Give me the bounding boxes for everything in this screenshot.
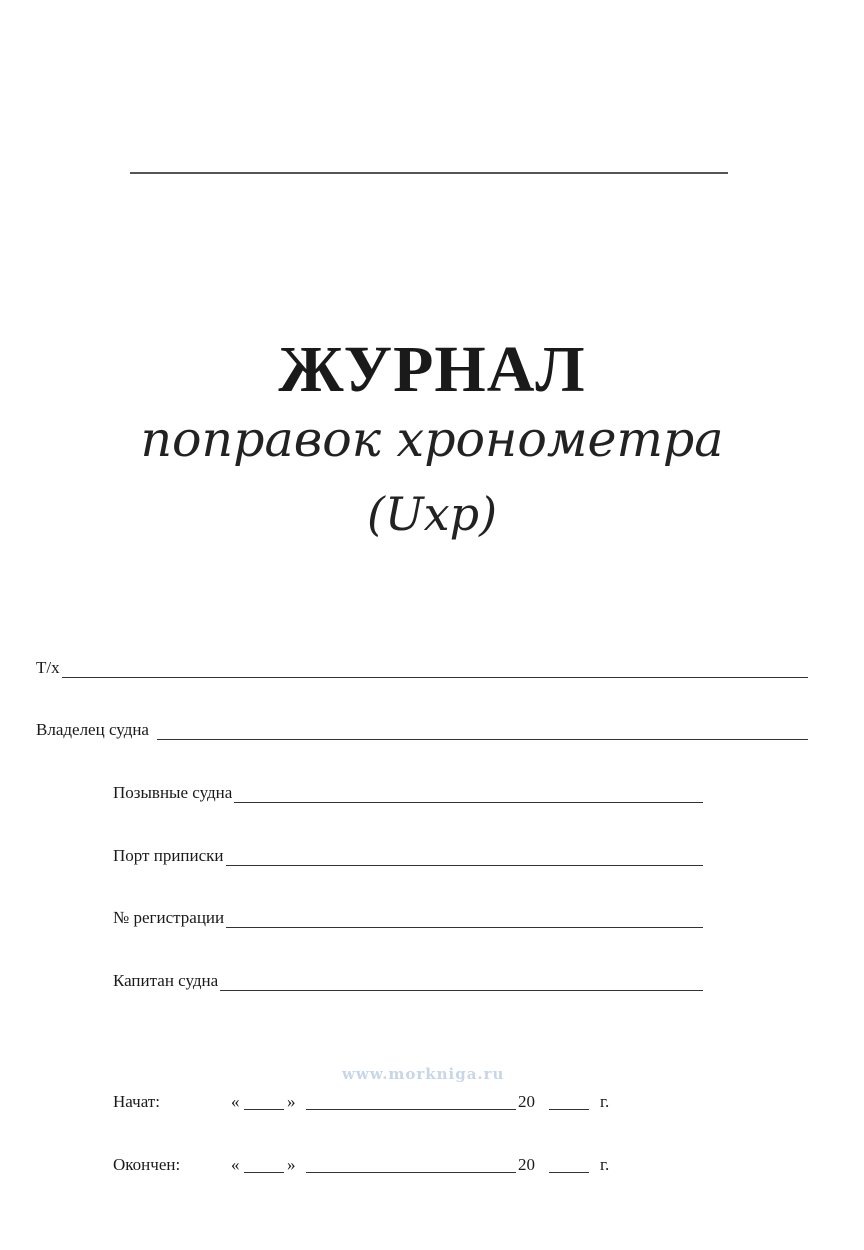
- call-sign-line[interactable]: [234, 786, 703, 803]
- started-day-line[interactable]: [244, 1109, 284, 1110]
- ended-close-quote: »: [287, 1155, 296, 1174]
- registration-field[interactable]: [113, 908, 703, 928]
- started-year-suffix: г.: [600, 1092, 610, 1111]
- top-rule: [130, 172, 728, 174]
- started-close-quote: »: [287, 1092, 296, 1111]
- started-year-line[interactable]: [549, 1109, 589, 1110]
- captain-field[interactable]: [113, 971, 703, 991]
- registration-line[interactable]: [226, 911, 703, 928]
- owner-line[interactable]: [157, 723, 808, 740]
- started-open-quote: «: [231, 1092, 240, 1111]
- journal-title: ЖУРНАЛ: [278, 333, 586, 406]
- port-label: Порт приписки: [113, 846, 224, 865]
- ended-row: [113, 1153, 633, 1175]
- ended-year-suffix: г.: [600, 1155, 610, 1174]
- ended-month-line[interactable]: [306, 1172, 516, 1173]
- port-line[interactable]: [226, 849, 703, 866]
- ended-year-line[interactable]: [549, 1172, 589, 1173]
- started-month-line[interactable]: [306, 1109, 516, 1110]
- vessel-line[interactable]: [62, 661, 808, 678]
- started-year-prefix: 20: [518, 1092, 535, 1111]
- call-sign-label: Позывные судна: [113, 783, 233, 802]
- started-label: Начат:: [113, 1092, 160, 1111]
- ended-year-prefix: 20: [518, 1155, 535, 1174]
- port-field[interactable]: [113, 846, 703, 866]
- vessel-field[interactable]: [36, 658, 808, 678]
- captain-line[interactable]: [220, 974, 703, 991]
- journal-code: (Uxp): [366, 487, 498, 541]
- watermark: www.morkniga.ru: [342, 1065, 505, 1083]
- captain-label: Капитан судна: [113, 971, 219, 990]
- owner-field[interactable]: [36, 720, 808, 740]
- call-sign-field[interactable]: [113, 783, 703, 803]
- journal-subtitle: поправок хронометра: [140, 411, 724, 468]
- ended-open-quote: «: [231, 1155, 240, 1174]
- vessel-label: Т/х: [36, 658, 60, 677]
- started-row: [113, 1090, 633, 1112]
- registration-label: № регистрации: [113, 908, 225, 927]
- owner-label: Владелец судна: [36, 720, 149, 739]
- ended-label: Окончен:: [113, 1155, 181, 1174]
- ended-day-line[interactable]: [244, 1172, 284, 1173]
